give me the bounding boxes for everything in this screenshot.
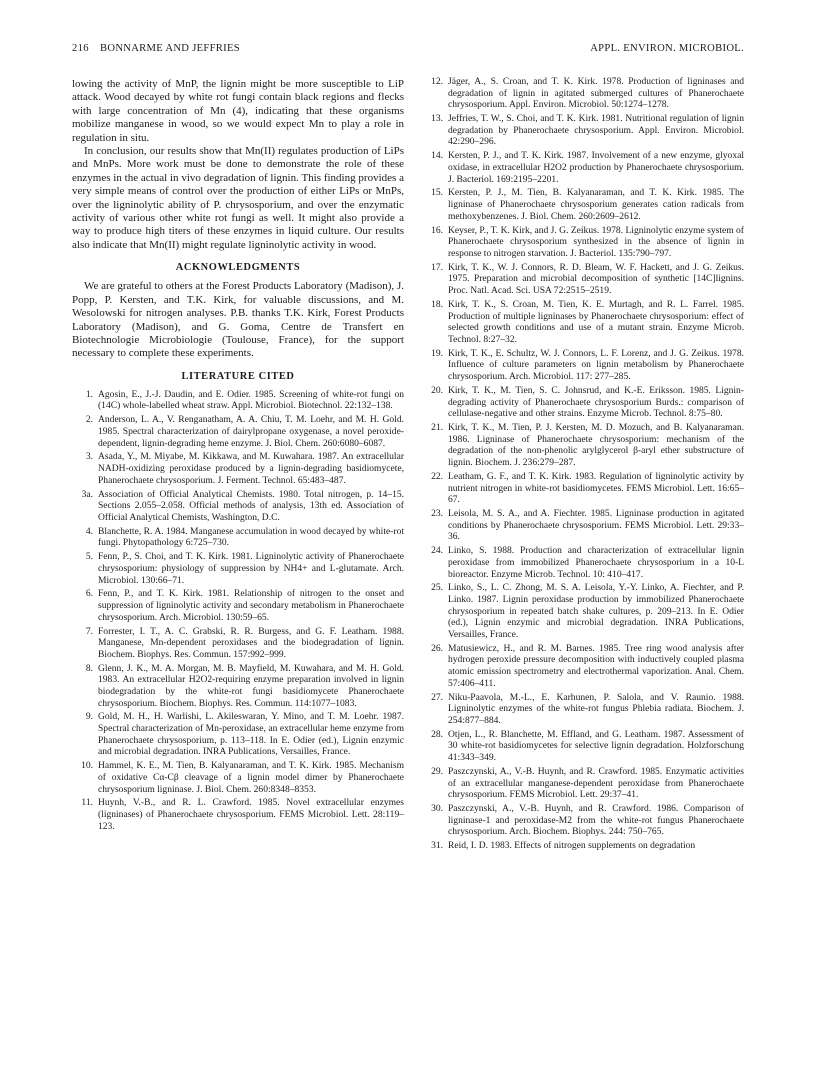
reference-number: 19. (431, 347, 443, 359)
reference-item (422, 422, 744, 469)
reference-item (72, 711, 404, 758)
reference-item (422, 113, 744, 148)
reference-item (72, 663, 404, 710)
reference-item (422, 225, 744, 260)
reference-number: 7. (85, 625, 93, 637)
reference-text: Fenn, P., and T. K. Kirk. 1981. Relationship of nitrogen to the onset and suppression of ligninolytic activity and secondary metabolism in Phanerochaete chrysosporium. Arch. Microbiol. 130:59–65. (98, 588, 404, 623)
reference-number: 27. (431, 691, 443, 703)
reference-item (72, 489, 404, 524)
reference-text: Jäger, A., S. Croan, and T. K. Kirk. 1978. Production of ligninases and degradation of lignin in agitated submerged cultures of Phanerochaete chrysosporium. Appl. Environ. Microbiol. 50:1274–1278. (448, 76, 744, 111)
reference-text: Association of Official Analytical Chemists. 1980. Total nitrogen, p. 14–15. Sections 2.055–2.058. Official methods of analysis, 13th ed. Association of Official Analytical Chemists, Washington, D.C. (98, 488, 404, 523)
reference-item (72, 526, 404, 549)
reference-number: 6. (85, 588, 93, 600)
reference-text: Otjen, L., R. Blanchette, M. Effland, and G. Leatham. 1987. Assessment of 30 white-rot basidiomycetes for selective lignin degradation. Holzforschung 41:343–349. (448, 728, 744, 764)
reference-number: 14. (431, 150, 443, 162)
reference-number: 4. (85, 525, 93, 537)
reference-item (72, 626, 404, 661)
reference-text: Matusiewicz, H., and R. M. Barnes. 1985. Tree ring wood analysis after hydrogen peroxide pressure decomposition with inductively coupled plasma atomic emission spectrometry and electrothermal vaporization. Anal. Chem. 57:406–411. (448, 642, 744, 689)
reference-item (422, 582, 744, 640)
reference-text: Linko, S., L. C. Zhong, M. S. A. Leisola, Y.-Y. Linko, A. Fiechter, and P. Linko. 1987. Lignin peroxidase production by immobilized Phanerochaete chrysosporium in repeated batch shake cultures, p. 209–213. In E. Odier (ed.), Lignin enzymic and microbial degradation. INRA Publications, Versailles, France. (448, 582, 744, 640)
reference-item (422, 508, 744, 543)
reference-text: Blanchette, R. A. 1984. Manganese accumulation in wood decayed by white-rot fungi. Phytopathology 6:725–730. (98, 525, 404, 549)
reference-text: Kersten, P. J., M. Tien, B. Kalyanaraman, and T. K. Kirk. 1985. The ligninase of Phanerochaete chrysosporium generates cation radicals from methoxybenzenes. J. Biol. Chem. 260:2609–2612. (448, 187, 744, 222)
reference-item (422, 76, 744, 111)
reference-number: 21. (431, 422, 443, 434)
reference-number: 13. (431, 113, 443, 125)
reference-number: 28. (431, 728, 443, 740)
reference-item (422, 385, 744, 420)
journal-name: APPL. ENVIRON. MICROBIOL. (590, 43, 744, 54)
reference-item (72, 760, 404, 795)
reference-item (422, 262, 744, 297)
reference-text: Leatham, G. F., and T. K. Kirk. 1983. Regulation of ligninolytic activity by nutrient nitrogen in white-rot basidiomycetes. FEMS Microbiol. Lett. 16:65–67. (448, 470, 744, 506)
reference-number: 26. (431, 642, 443, 654)
reference-text: Kirk, T. K., M. Tien, S. C. Johnsrud, and K.-E. Eriksson. 1985. Lignin-degrading activity of Phanerochaete chrysosporium Burds.: comparison of cellulase-negative and other strains. Enzyme Microb. Technol. 8:75–80. (448, 384, 744, 420)
reference-item (422, 150, 744, 185)
reference-number: 15. (431, 187, 443, 199)
reference-number: 5. (85, 551, 93, 563)
reference-text: Kirk, T. K., S. Croan, M. Tien, K. E. Murtagh, and R. L. Farrel. 1985. Production of multiple ligninases by Phanerochaete chrysosporium: effect of selected growth conditions and use of a mutant strain. Enzyme Microb. Technol. 8:27–32. (448, 298, 744, 345)
reference-item (422, 643, 744, 690)
page-number: 216 (72, 43, 89, 54)
left-column (72, 78, 404, 835)
conclusion-paragraph: In conclusion, our results show that Mn(II) regulates production of LiPs and MnPs. More work must be done to demonstrate the role of these enzymes in the actual in vivo degradation of lignin. This finding provides a very simple means of control over the production of either LiPs or MnPs, over the ligninolytic ability of P. chrysosporium, and over the enzymatic activity of various other white rot fungi as well. It might also provide a way to produce high titers of these enzymes in liquid culture. Our results also indicate that Mn(II) might regulate ligninolytic activity in wood. (72, 145, 404, 251)
reference-item (72, 551, 404, 586)
reference-item (422, 299, 744, 346)
reference-number: 17. (431, 261, 443, 273)
reference-text: Niku-Paavola, M.-L., E. Karhunen, P. Salola, and V. Raunio. 1988. Ligninolytic enzymes of the white-rot fungus Phlebia radiata. Biochem. J. 254:877–884. (448, 691, 744, 726)
reference-number: 1. (85, 388, 93, 400)
reference-item (422, 471, 744, 506)
reference-number: 22. (431, 470, 443, 482)
reference-number: 25. (431, 582, 443, 594)
reference-text: Gold, M. H., H. Warlishi, L. Akileswaran, Y. Mino, and T. M. Loehr. 1987. Spectral characterization of Mn-peroxidase, an extracellular heme enzyme from Phanerochaete chrysosporium, p. 113–118. In E. Odier (ed.), Lignin enzymic and microbial degradation. INRA Publications, Versailles, France. (98, 711, 404, 758)
reference-item (422, 692, 744, 727)
reference-number: 31. (431, 840, 443, 852)
reference-text: Hammel, K. E., M. Tien, B. Kalyanaraman, and T. K. Kirk. 1985. Mechanism of oxidative Cα-Cβ cleavage of a lignin model dimer by Phanerochaete chrysosporium ligninase. J. Biol. Chem. 260:8348–8353. (98, 760, 404, 795)
reference-text: Leisola, M. S. A., and A. Fiechter. 1985. Ligninase production in agitated conditions by Phanerochaete chrysosporium. FEMS Microbiol. Lett. 29:33–36. (448, 508, 744, 543)
reference-text: Fenn, P., S. Choi, and T. K. Kirk. 1981. Ligninolytic activity of Phanerochaete chrysosporium: physiology of suppression by NH4+ and L-glutamate. Arch. Microbiol. 130:66–71. (98, 551, 404, 586)
reference-number: 2. (85, 414, 93, 426)
reference-number: 3a. (81, 488, 93, 500)
reference-text: Jeffries, T. W., S. Choi, and T. K. Kirk. 1981. Nutritional regulation of lignin degradation by Phanerochaete chrysosporium. Appl. Environ. Microbiol. 42:290–296. (448, 113, 744, 148)
reference-number: 10. (81, 760, 93, 772)
reference-text: Glenn, J. K., M. A. Morgan, M. B. Mayfield, M. Kuwahara, and M. H. Gold. 1983. An extracellular H2O2-requiring enzyme preparation involved in lignin biodegradation by the white-rot fungi basidiomycete Phanerochaete chrysosporium. Biochem. Biophys. Res. Commun. 114:1077–1083. (98, 662, 404, 709)
acknowledgments-text: We are grateful to others at the Forest Products Laboratory (Madison), J. Popp, P. Kersten, and T.K. Kirk, for valuable discussions, and M. Wesolowski for nitrogen analyses. P.B. thanks T.K. Kirk, Forest Products Laboratory (Madison), and G. Goma, Centre de Transfert en Biotechnologie Microbiologie (Toulouse, France), for the support necessary to complete these experiments. (72, 280, 404, 360)
reference-text: Kersten, P. J., and T. K. Kirk. 1987. Involvement of a new enzyme, glyoxal oxidase, in extracellular H2O2 production by Phanerochaete chrysosporium. J. Bacteriol. 169:2195–2201. (448, 150, 744, 185)
reference-text: Keyser, P., T. K. Kirk, and J. G. Zeikus. 1978. Ligninolytic enzyme system of Phanerochaete chrysosporium synthesized in the absence of lignin in response to nitrogen starvation. J. Bacteriol. 135:790–797. (448, 224, 744, 259)
reference-list-right (422, 76, 744, 852)
reference-item (422, 187, 744, 222)
reference-item (72, 588, 404, 623)
right-column (422, 76, 744, 854)
reference-number: 18. (431, 298, 443, 310)
reference-text: Kirk, T. K., M. Tien, P. J. Kersten, M. D. Mozuch, and B. Kalyanaraman. 1986. Ligninase of Phanerochaete chrysosporium: mechanism of the degradation of the non-phenolic arylglycerol β-aryl ether substructure of lignin. Biochem. J. 236:279–287. (448, 422, 744, 469)
reference-item (72, 451, 404, 486)
reference-text: Kirk, T. K., E. Schultz, W. J. Connors, L. F. Lorenz, and J. G. Zeikus. 1978. Influence of culture parameters on lignin metabolism by Phanerochaete chrysosporium. Arch. Microbiol. 117: 277–285. (448, 347, 744, 383)
body-paragraph-continued: lowing the activity of MnP, the lignin might be more susceptible to LiP attack. Wood decayed by white rot fungi contain black regions and flecks with large concentration of Mn (4), indicating that these organisms mobilize manganese in wood, so we would expect Mn to play a role in regulation in situ. (72, 78, 404, 144)
reference-number: 30. (431, 803, 443, 815)
reference-text: Huynh, V.-B., and R. L. Crawford. 1985. Novel extracellular enzymes (ligninases) of Phanerochaete chrysosporium. FEMS Microbiol. Lett. 28:119–123. (98, 797, 404, 832)
reference-text: Forrester, I. T., A. C. Grabski, R. R. Burgess, and G. F. Leatham. 1988. Manganese, Mn-dependent peroxidases and the biodegradation of lignin. Biochem. Biophys. Res. Commun. 157:992–999. (98, 625, 404, 660)
reference-item (422, 766, 744, 801)
reference-item (422, 729, 744, 764)
reference-number: 29. (431, 765, 443, 777)
reference-item (422, 840, 744, 852)
reference-text: Paszczynski, A., V.-B. Huynh, and R. Crawford. 1986. Comparison of ligninase-1 and peroxidase-M2 from the white-rot fungus Phanerochaete chrysosporium. Arch. Biochem. Biophys. 244: 750–765. (448, 803, 744, 838)
reference-number: 9. (85, 711, 93, 723)
running-header (72, 43, 744, 57)
reference-text: Agosin, E., J.-J. Daudin, and E. Odier. 1985. Screening of white-rot fungi on (14C) whole-labelled wheat straw. Appl. Microbiol. Biotechnol. 22:132–138. (98, 388, 404, 412)
reference-number: 11. (81, 797, 93, 809)
reference-number: 24. (431, 545, 443, 557)
reference-item (72, 797, 404, 832)
reference-text: Kirk, T. K., W. J. Connors, R. D. Bleam, W. F. Hackett, and J. G. Zeikus. 1975. Preparation and microbial decomposition of synthetic [14C]lignins. Proc. Natl. Acad. Sci. USA 72:2515–2519. (448, 261, 744, 297)
reference-list-left (72, 389, 404, 833)
reference-number: 23. (431, 508, 443, 520)
reference-number: 20. (431, 384, 443, 396)
reference-item (422, 545, 744, 580)
literature-cited-heading: LITERATURE CITED (181, 370, 295, 382)
reference-text: Asada, Y., M. Miyabe, M. Kikkawa, and M. Kuwahara. 1987. An extracellular NADH-oxidizing peroxidase produced by a lignin-degrading basidiomycete, Phanerochaete chrysosporium. J. Ferment. Technol. 65:483–487. (98, 451, 404, 486)
reference-item (422, 348, 744, 383)
reference-text: Anderson, L. A., V. Renganatham, A. A. Chiu, T. M. Loehr, and M. H. Gold. 1985. Spectral characterization of dairylpropane oxygenase, a novel peroxide-dependent, lignin-degrading heme enzyme. J. Biol. Chem. 260:6080–6087. (98, 414, 404, 449)
reference-text: Paszczynski, A., V.-B. Huynh, and R. Crawford. 1985. Enzymatic activities of an extracellular manganese-dependent peroxidase from Phanerochaete chrysosporium. FEMS Microbiol. Lett. 29:37–41. (448, 765, 744, 801)
reference-item (72, 414, 404, 449)
reference-text: Linko, S. 1988. Production and characterization of extracellular lignin peroxidase from immobilized Phanerochaete chrysosporium in a 10-L bioreactor. Enzyme Microb. Technol. 10: 410–417. (448, 545, 744, 580)
reference-item (422, 803, 744, 838)
running-authors: BONNARME AND JEFFRIES (100, 43, 240, 54)
acknowledgments-heading: ACKNOWLEDGMENTS (175, 262, 301, 274)
reference-number: 16. (431, 224, 443, 236)
reference-number: 12. (431, 76, 443, 87)
reference-number: 8. (85, 662, 93, 674)
reference-text: Reid, I. D. 1983. Effects of nitrogen supplements on degradation (448, 840, 696, 852)
reference-item (72, 389, 404, 412)
reference-number: 3. (85, 451, 93, 463)
